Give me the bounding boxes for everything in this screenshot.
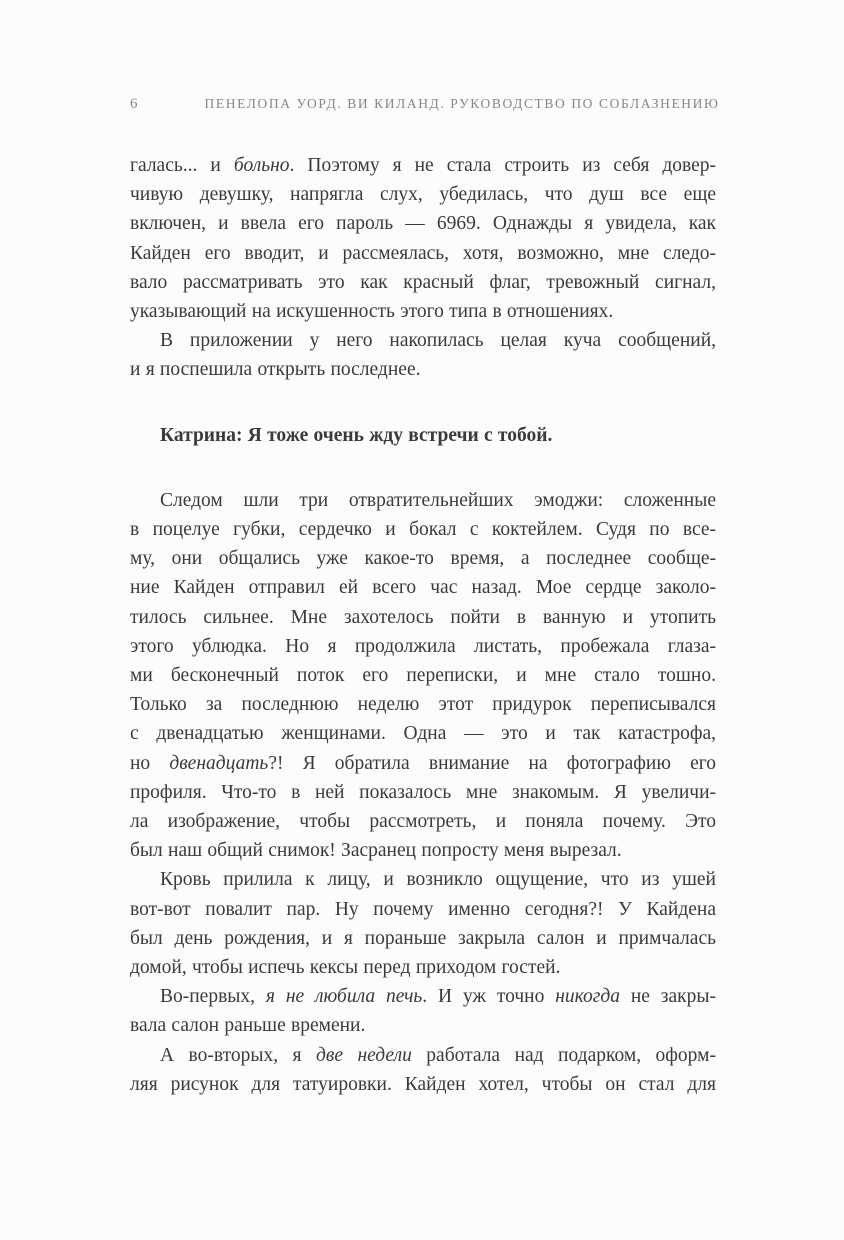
text-line: Следом шли три отвратительнейших эмоджи: сложенные: [160, 489, 716, 511]
text-line: этого ублюдка. Но я продолжила листать, пробежала глаза-: [130, 635, 716, 657]
text-line: Кровь прилила к лицу, и возникло ощущение, что из ушей: [160, 869, 716, 891]
text-line: вало рассматривать это как красный флаг, тревожный сигнал,: [130, 271, 716, 293]
text-line: Только за последнюю неделю этот придурок переписывался: [130, 694, 716, 716]
text-line: с двенадцатью женщинами. Одна — это и так катастрофа,: [130, 723, 716, 745]
text-line: включен, и ввела его пароль — 6969. Однажды я увидела, как: [130, 213, 716, 235]
text-line: вала салон раньше времени.: [130, 1015, 366, 1037]
paragraph-gap: [130, 450, 716, 486]
text-line: ляя рисунок для татуировки. Кайден хотел, чтобы он стал для: [130, 1073, 716, 1095]
text-line: галась... и больно. Поэтому я не стала строить из себя довер-: [130, 155, 717, 176]
text-line: был день рождения, и я пораньше закрыла салон и примчалась: [130, 927, 716, 949]
text-line: указывающий на искушенность этого типа в отношениях.: [130, 301, 614, 323]
italic-text: никогда: [555, 986, 620, 1008]
running-title: ПЕНЕЛОПА УОРД. ВИ КИЛАНД. РУКОВОДСТВО ПО СОБЛАЗНЕНИЮ: [204, 96, 720, 111]
page-number: 6: [130, 96, 138, 112]
text-line: му, они общались уже какое-то время, а последнее сообще-: [130, 548, 716, 570]
italic-text: больно: [233, 155, 290, 176]
text-line: но двенадцать?! Я обратила внимание на фотографию его: [130, 752, 716, 774]
italic-text: я не любила печь: [265, 986, 423, 1008]
text-line: чивую девушку, напрягла слух, убедилась, что душ все еще: [130, 184, 716, 206]
text-line: Кайден его вводит, и рассмеялась, хотя, возможно, мне следо-: [130, 242, 716, 264]
text-line: ние Кайден отправил ей всего час назад. Мое сердце заколо-: [130, 577, 716, 599]
text-line: Во-первых, я не любила печь. И уж точно никогда не закры-: [160, 986, 716, 1008]
text-line: А во-вторых, я две недели работала над подарком, оформ-: [160, 1044, 716, 1066]
text-line: вот-вот повалит пар. Ну почему именно сегодня?! У Кайдена: [130, 898, 716, 920]
text-line: ми бесконечный поток его переписки, и мне стало тошно.: [130, 665, 716, 687]
text-line: ла изображение, чтобы рассмотреть, и поняла почему. Это: [130, 811, 716, 833]
text-line: тилось сильнее. Мне захотелось пойти в ванную и утопить: [130, 606, 716, 628]
paragraph-gap: [130, 385, 716, 421]
message-quote-line: Катрина: Я тоже очень жду встречи с тобой.: [160, 424, 553, 446]
page-header: [130, 96, 794, 116]
text-line: домой, чтобы испечь кексы перед приходом гостей.: [130, 957, 561, 979]
text-line: профиля. Что-то в ней показалось мне знакомым. Я увеличи-: [130, 781, 716, 803]
text-line: в поцелуе губки, сердечко и бокал с коктейлем. Судя по все-: [130, 519, 716, 541]
text-line: В приложении у него накопилась целая куча сообщений,: [160, 330, 716, 352]
page-text: [130, 151, 716, 1099]
text-line: и я поспешила открыть последнее.: [130, 359, 421, 381]
italic-text: две недели: [316, 1044, 412, 1066]
italic-text: двенадцать: [169, 752, 269, 774]
text-line: был наш общий снимок! Засранец попросту меня вырезал.: [130, 840, 622, 862]
